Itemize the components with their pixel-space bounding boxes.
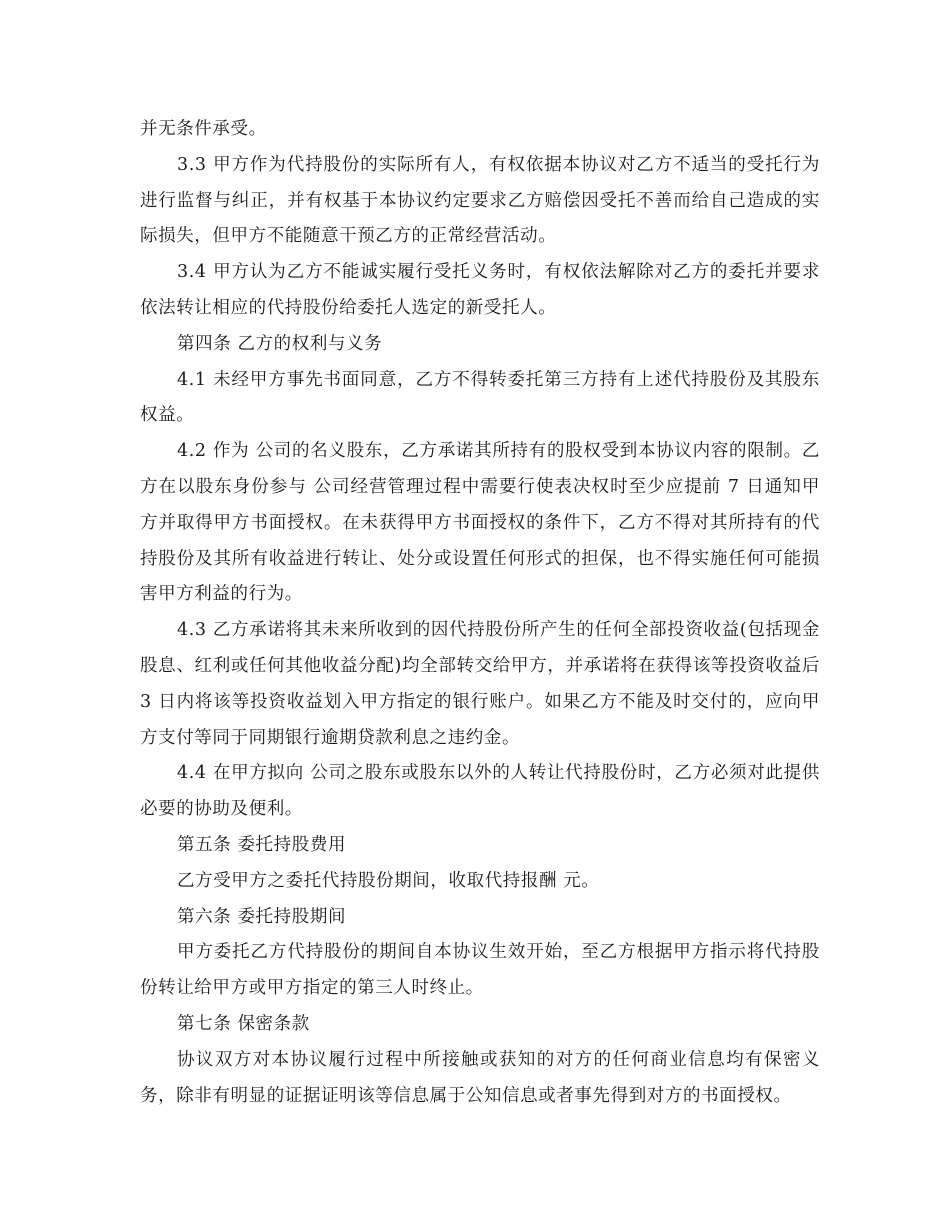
article-6-heading: 第六条 委托持股期间 <box>177 906 347 927</box>
article-4-heading: 第四条 乙方的权利与义务 <box>177 333 383 354</box>
clause-4-1: 4.1 未经甲方事先书面同意，乙方不得转委托第三方持有上述代持股份及其股东权益。 <box>140 369 820 426</box>
article-5-heading: 第五条 委托持股费用 <box>177 834 347 855</box>
clause-4-3: 4.3 乙方承诺将其未来所收到的因代持股份所产生的任何全部投资收益(包括现金股息、红利或任何其他收益分配)均全部转交给甲方，并承诺将在获得该等投资收益后 3 日内将该等投资收益划入甲方指定的银行账户。如果乙方不能及时交付的，应向甲方支付等同于同期银行逾期贷款利息之违约金。 <box>140 620 820 748</box>
clause-4-2: 4.2 作为 公司的名义股东，乙方承诺其所持有的股权受到本协议内容的限制。乙方在以股东身份参与 公司经营管理过程中需要行使表决权时至少应提前 7 日通知甲方并取得甲方书面授权。在未获得甲方书面授权的条件下，乙方不得对其所持有的代持股份及其所有收益进行转让、处分或设置任何形式的担保，也不得实施任何可能损害甲方利益的行为。 <box>140 441 820 605</box>
clause-3-3: 3.3 甲方作为代持股份的实际所有人，有权依据本协议对乙方不适当的受托行为进行监督与纠正，并有权基于本协议约定要求乙方赔偿因受托不善而给自己造成的实际损失，但甲方不能随意干预乙方的正常经营活动。 <box>140 154 820 247</box>
article-5-body: 乙方受甲方之委托代持股份期间，收取代持报酬 元。 <box>177 870 600 891</box>
clause-3-4: 3.4 甲方认为乙方不能诚实履行受托义务时，有权依法解除对乙方的委托并要求依法转让相应的代持股份给委托人选定的新受托人。 <box>140 262 820 318</box>
clause-4-4: 4.4 在甲方拟向 公司之股东或股东以外的人转让代持股份时，乙方必须对此提供必要的协助及便利。 <box>140 763 820 820</box>
article-7-body: 协议双方对本协议履行过程中所接触或获知的对方的任何商业信息均有保密义务，除非有明显的证据证明该等信息属于公知信息或者事先得到对方的书面授权。 <box>140 1049 820 1106</box>
article-6-body: 甲方委托乙方代持股份的期间自本协议生效开始，至乙方根据甲方指示将代持股份转让给甲方或甲方指定的第三人时终止。 <box>140 942 820 999</box>
paragraph-continuation: 并无条件承受。 <box>140 119 267 139</box>
document-body <box>140 112 820 1114</box>
article-7-heading: 第七条 保密条款 <box>177 1013 310 1034</box>
